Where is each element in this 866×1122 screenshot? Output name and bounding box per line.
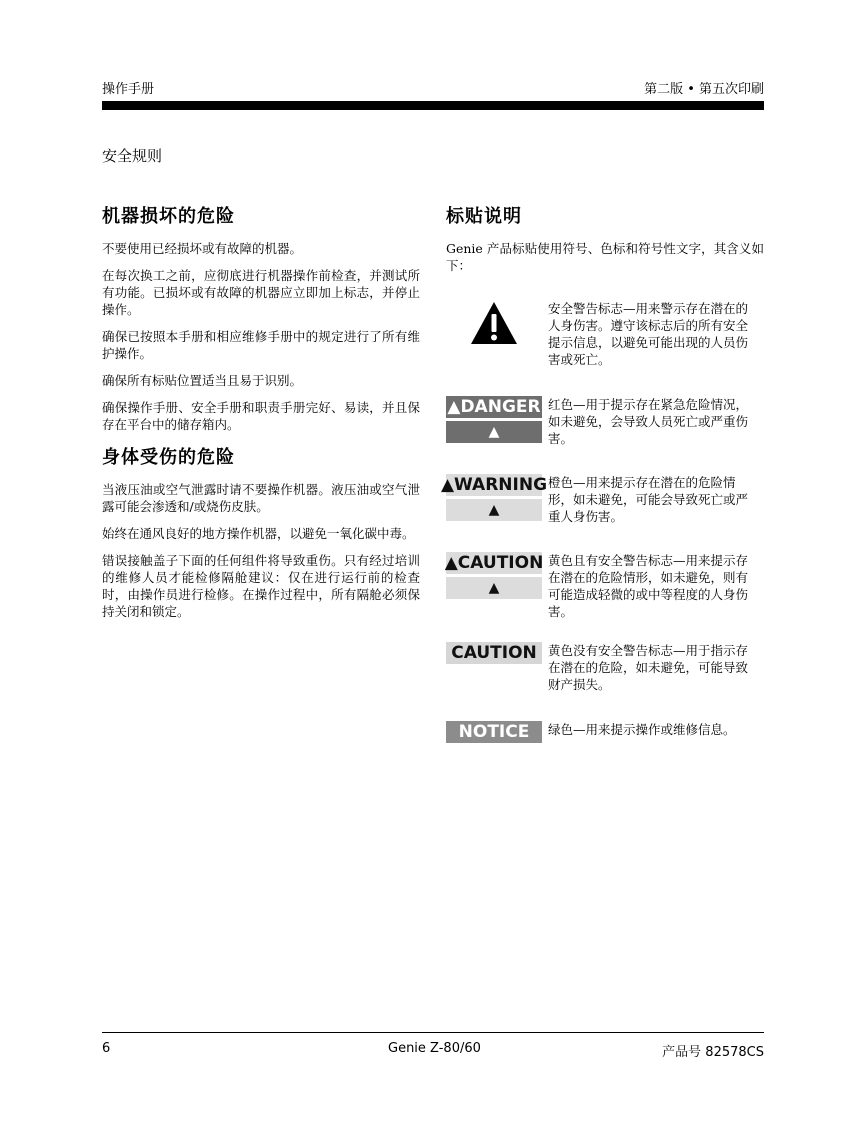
danger-subpanel xyxy=(446,421,542,443)
footer-model: Genie Z-80/60 xyxy=(388,1041,481,1056)
paragraph: 确保所有标贴位置适当且易于识别。 xyxy=(102,373,303,388)
paragraph: 确保已按照本手册和相应维修手册中的规定进行了所有维护操作。 xyxy=(102,329,420,361)
heading-machine-damage: 机器损坏的危险 xyxy=(102,206,235,227)
section-title: 安全规则 xyxy=(102,147,163,165)
paragraph: 在每次换工之前，应彻底进行机器操作前检查，并测试所有功能。已损坏或有故障的机器应立即加上标志，并停止操作。 xyxy=(102,268,420,317)
notice-tag: NOTICE xyxy=(446,721,542,743)
header-left: 操作手册 xyxy=(102,82,155,97)
label-notice xyxy=(446,721,764,743)
warning-triangle-icon: ▲ xyxy=(488,424,500,440)
label-warning xyxy=(440,474,764,525)
header-rule xyxy=(102,101,764,110)
label-description: 绿色—用来提示操作或维修信息。 xyxy=(548,722,736,737)
label-graphic xyxy=(446,300,542,346)
label-danger xyxy=(446,396,764,447)
label-description: 红色—用于提示存在紧急危险情况，如未避免，会导致人员死亡或严重伤害。 xyxy=(548,397,749,446)
header-right: 第二版 • 第五次印刷 xyxy=(644,82,764,97)
paragraph: 始终在通风良好的地方操作机器，以避免一氧化碳中毒。 xyxy=(102,526,415,541)
paragraph: 错误接触盖子下面的任何组件将导致重伤。只有经过培训的维修人员才能检修隔舱建议：仅在进行运行前的检查时，由操作员进行检修。在操作过程中，所有隔舱必须保持关闭和锁定。 xyxy=(102,553,420,619)
paragraph: 当液压油或空气泄露时请不要操作机器。液压油或空气泄露可能会渗透和/或烧伤皮肤。 xyxy=(102,482,420,514)
paragraph: 确保操作手册、安全手册和职责手册完好、易读，并且保存在平台中的储存箱内。 xyxy=(102,400,420,432)
warning-triangle-icon: ▲ xyxy=(488,502,500,518)
danger-tag: ▲DANGER xyxy=(447,397,541,417)
label-description: 安全警告标志—用来警示存在潜在的人身伤害。遵守该标志后的所有安全提示信息，以避免可能出现的人员伤害或死亡。 xyxy=(548,301,749,367)
warning-triangle-icon xyxy=(469,300,519,346)
footer-rule xyxy=(102,1032,764,1033)
footer-part-number: 产品号 82578CS xyxy=(662,1045,764,1060)
label-caution-symbol xyxy=(446,552,764,620)
label-description: 橙色—用来提示存在潜在的危险情形，如未避免，可能会导致死亡或严重人身伤害。 xyxy=(548,475,749,524)
caution-plain-tag: CAUTION xyxy=(446,642,542,664)
warning-subpanel xyxy=(446,499,542,521)
footer-page-number: 6 xyxy=(102,1041,111,1056)
heading-personal-injury: 身体受伤的危险 xyxy=(102,447,235,468)
caution-tag: ▲CAUTION xyxy=(444,553,544,573)
warning-triangle-icon: ▲ xyxy=(488,580,500,596)
warning-tag: ▲WARNING xyxy=(440,475,548,495)
legend-intro: Genie 产品标贴使用符号、色标和符号性文字，其含义如下： xyxy=(446,241,764,273)
heading-label-legend: 标贴说明 xyxy=(446,206,522,227)
caution-subpanel xyxy=(446,577,542,599)
label-description: 黄色没有安全警告标志—用于指示存在潜在的危险，如未避免，可能导致财产损失。 xyxy=(548,643,749,692)
label-description: 黄色且有安全警告标志—用来提示存在潜在的危险情形，如未避免，则有可能造成轻微的或中等程度的人身伤害。 xyxy=(548,553,749,619)
label-safety-alert xyxy=(446,300,764,368)
left-column xyxy=(102,202,420,630)
paragraph: 不要使用已经损坏或有故障的机器。 xyxy=(102,241,303,256)
label-caution-plain xyxy=(446,642,764,693)
right-column xyxy=(440,202,764,743)
